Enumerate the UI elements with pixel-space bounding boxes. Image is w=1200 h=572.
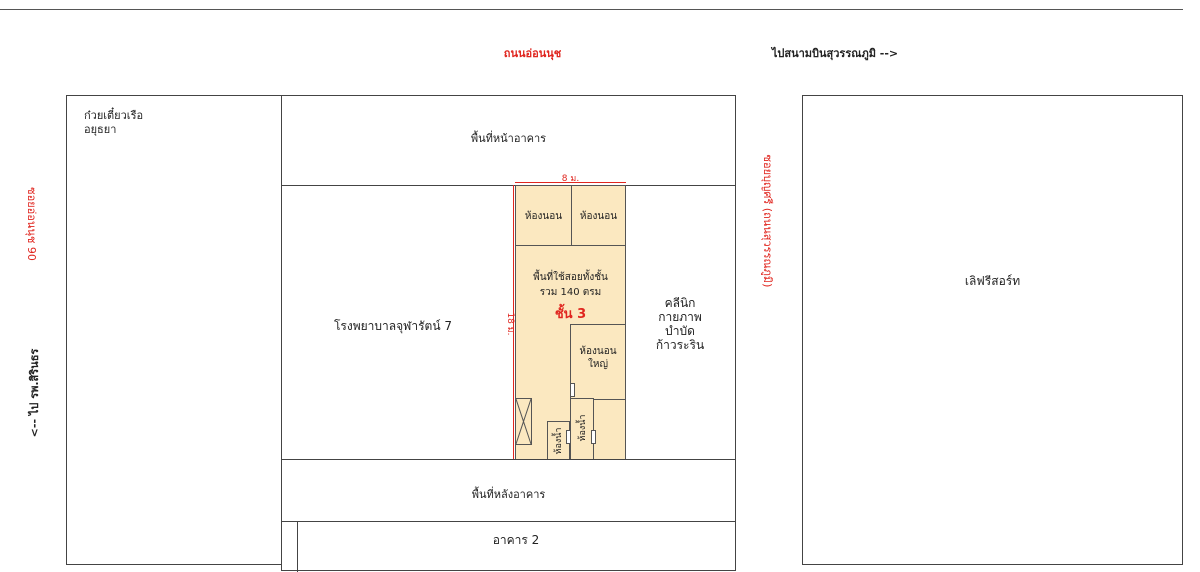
staircase: [515, 398, 532, 445]
door-mark-2: [591, 430, 596, 444]
bedroom-2: [571, 185, 626, 246]
noodle-shop-line-2: อยุธยา: [84, 123, 117, 136]
total-area-label: รวม 140 ตรม: [539, 287, 602, 298]
master-bedroom-line-1: ห้องนอน: [579, 346, 617, 357]
stair-cross-icon: [516, 399, 531, 444]
soi-boonsri-label: ซอยบุญศรี (ถนนสุวรรณภูมิ): [761, 154, 774, 288]
clinic-line-3: บำบัด: [665, 324, 695, 338]
bedroom-2-label: ห้องนอน: [579, 211, 618, 222]
to-airport-label: ไปสนามบินสุวรรณภูมิ -->: [771, 47, 899, 60]
back-area-label: พื้นที่หลังอาคาร: [471, 488, 546, 501]
clinic-line-4: ก้าวระริน: [655, 338, 705, 352]
hospital-label: โรงพยาบาลจุฬารัตน์ 7: [333, 319, 452, 333]
clinic-line-2: กายภาพ: [658, 310, 702, 324]
lifestyle-label: เลิฟรีสอร์ท: [964, 274, 1021, 288]
bathroom-1-label: ห้องน้ำ: [554, 427, 564, 455]
usable-area-label: พื้นที่ใช้สอยทั้งชั้น: [533, 272, 608, 283]
bedroom-1: [515, 185, 572, 246]
building-2-outer: [281, 521, 736, 571]
master-bedroom-label: [571, 345, 625, 371]
floor-label: ชั้น 3: [554, 307, 587, 322]
to-sirindhorn-hospital-label: <-- ไป รพ.สิรินธร: [28, 348, 41, 438]
top-divider: [0, 9, 1183, 10]
noodle-shop-line-1: ก๋วยเตี๋ยวเรือ: [84, 109, 144, 122]
noodle-shop-building: [66, 95, 282, 565]
master-bedroom-line-2: ใหญ่: [588, 359, 608, 370]
soi-onnut-90-label: ซอยอ่อนนุช 90: [25, 187, 38, 261]
bedroom-1-label: ห้องนอน: [524, 211, 563, 222]
road-onnut-label: ถนนอ่อนนุช: [503, 47, 562, 60]
clinic-line-1: คลีนิก: [664, 296, 696, 310]
door-mark-3: [570, 383, 575, 397]
front-area: [281, 95, 736, 186]
bathroom-2-label: ห้องน้ำ: [578, 414, 588, 442]
lifestyle-building: [802, 95, 1183, 565]
clinic-label: [640, 296, 720, 352]
noodle-shop-label: [84, 109, 143, 137]
width-dimension-label: 8 ม.: [561, 174, 580, 184]
hospital-block: [281, 185, 516, 460]
depth-dimension-label: 18 ม.: [505, 312, 515, 336]
door-mark-1: [566, 430, 571, 444]
front-area-label: พื้นที่หน้าอาคาร: [470, 132, 547, 145]
building-2-label: อาคาร 2: [492, 533, 540, 547]
master-bedroom: [570, 324, 626, 400]
clinic-block: [625, 185, 736, 460]
back-area: [281, 459, 736, 522]
